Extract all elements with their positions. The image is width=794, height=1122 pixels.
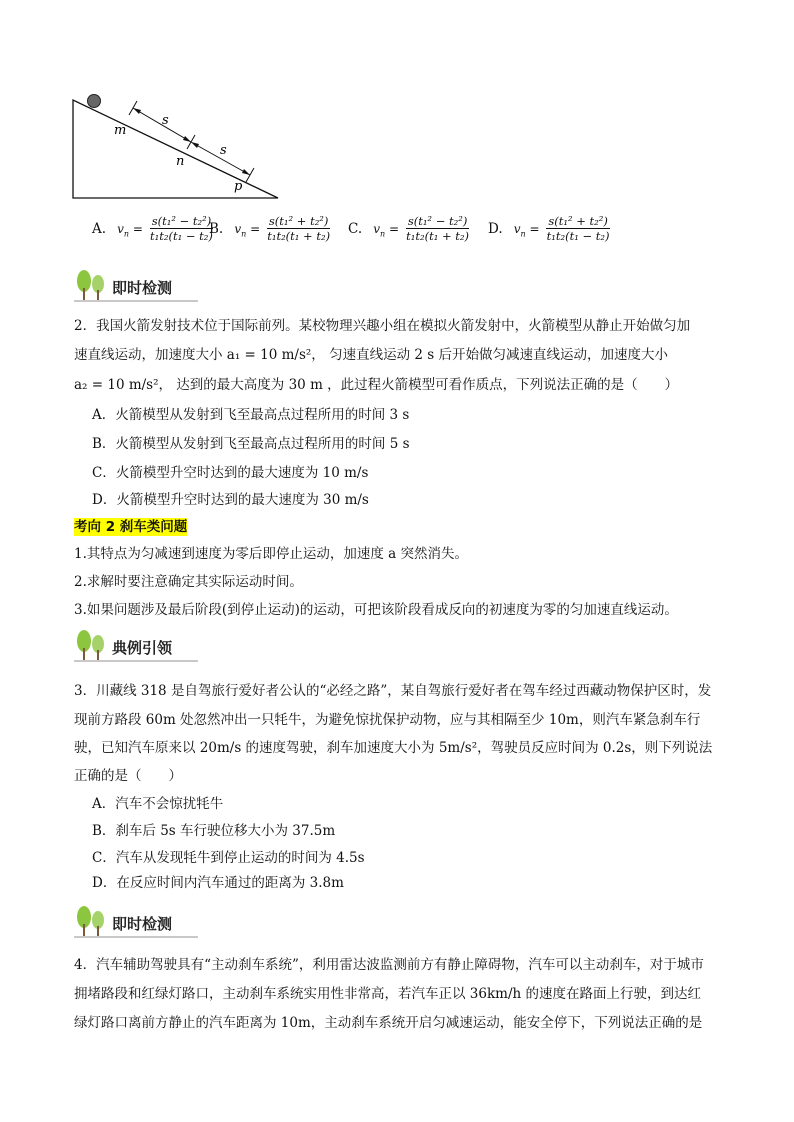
- velocity-symbol: $v_n$ =: [234, 222, 261, 239]
- velocity-symbol: $v_n$ =: [513, 222, 540, 239]
- q2-option-a[interactable]: A．火箭模型从发射到飞至最高点过程所用的时间 3 s: [92, 407, 410, 423]
- label-m: m: [114, 123, 127, 138]
- q4-line-2: 拥堵路段和红绿灯路口，主动刹车系统实用性非常高，若汽车正以 36km/h 的速度在路面上行驶，到达红: [74, 986, 701, 1002]
- q2-option-c[interactable]: C．火箭模型升空时达到的最大速度为 10 m/s: [92, 465, 369, 481]
- q4-line-3: 绿灯路口离前方静止的汽车距离为 10m，主动刹车系统开启匀减速运动，能安全停下，下列说法正确的是: [74, 1015, 703, 1031]
- topic-heading: 考向 2 刹车类问题: [74, 519, 188, 535]
- tree-icon: [74, 628, 108, 662]
- option-letter: A.: [92, 221, 107, 237]
- q2-option-d[interactable]: D．火箭模型升空时达到的最大速度为 30 m/s: [92, 492, 369, 508]
- option-letter: D.: [488, 221, 503, 237]
- tree-icon: [74, 268, 108, 302]
- q3-option-a[interactable]: A．汽车不会惊扰牦牛: [92, 796, 224, 812]
- q1-option-b[interactable]: [209, 214, 332, 243]
- banner-label: 即时检测: [112, 915, 173, 933]
- q4-line-1: 4．汽车辅助驾驶具有“主动刹车系统”，利用雷达波监测前方有静止障碍物，汽车可以主动刹车，对于城市: [74, 957, 704, 973]
- label-s1: s: [162, 113, 169, 128]
- section-banner-check-2: [74, 904, 198, 940]
- q1-option-c[interactable]: [348, 214, 471, 243]
- banner-underline: [74, 660, 198, 662]
- topic-point-1: 1.其特点为匀减速到速度为零后即停止运动，加速度 a 突然消失。: [74, 546, 469, 562]
- q2-option-b[interactable]: B．火箭模型从发射到飞至最高点过程所用的时间 5 s: [92, 436, 410, 452]
- label-n: n: [176, 154, 185, 169]
- section-banner-example: [74, 628, 198, 664]
- topic-point-3: 3.如果问题涉及最后阶段(到停止运动)的运动，可把该阶段看成反向的初速度为零的匀加速直线运动。: [74, 602, 678, 618]
- velocity-symbol: $v_n$ =: [373, 222, 400, 239]
- q3-option-b[interactable]: B．刹车后 5s 车行驶位移大小为 37.5m: [92, 823, 336, 839]
- section-banner-check-1: [74, 268, 198, 304]
- option-fraction: $\frac{\text{s(t₁² − t₂²)}}{\text{t₁t₂(t₁ − t₂)}}$: [150, 214, 213, 243]
- banner-underline: [74, 936, 198, 938]
- tree-icon: [74, 904, 108, 938]
- incline-triangle: [73, 100, 278, 198]
- option-letter: C.: [348, 221, 363, 237]
- velocity-symbol: $v_n$ =: [117, 222, 143, 239]
- option-fraction: $\frac{\text{s(t₁² − t₂²)}}{\text{t₁t₂(t₁ + t₂)}}$: [406, 214, 469, 243]
- q3-line-4: 正确的是（ ）: [74, 768, 182, 784]
- banner-label: 典例引领: [112, 639, 173, 657]
- label-p: p: [234, 179, 243, 194]
- q3-line-3: 驶，已知汽车原来以 20m/s 的速度驾驶，刹车加速度大小为 5m/s²，驾驶员反应时间为 0.2s，则下列说法: [74, 740, 713, 756]
- incline-figure: [66, 88, 286, 204]
- label-s2: s: [220, 143, 227, 158]
- q2-line-2: 速直线运动，加速度大小 a₁ = 10 m/s²， 匀速直线运动 2 s 后开始做匀减速直线运动，加速度大小: [74, 347, 668, 363]
- q3-option-c[interactable]: C．汽车从发现牦牛到停止运动的时间为 4.5s: [92, 850, 365, 866]
- option-fraction: $\frac{\text{s(t₁² + t₂²)}}{\text{t₁t₂(t₁ − t₂)}}$: [546, 214, 610, 243]
- q1-option-a[interactable]: [92, 214, 215, 243]
- q3-line-1: 3．川藏线 318 是自驾旅行爱好者公认的“必经之路”，某自驾旅行爱好者在驾车经过西藏动物保护区时，发: [74, 683, 712, 699]
- q1-option-d[interactable]: [488, 214, 612, 243]
- q1-options: [92, 214, 732, 254]
- ball: [88, 95, 101, 108]
- topic-point-2: 2.求解时要注意确定其实际运动时间。: [74, 574, 303, 590]
- banner-label: 即时检测: [112, 279, 173, 297]
- q3-line-2: 现前方路段 60m 处忽然冲出一只牦牛，为避免惊扰保护动物，应与其相隔至少 10m，则汽车紧急刹车行: [74, 712, 701, 728]
- q2-line-3: a₂ = 10 m/s²， 达到的最大高度为 30 m ，此过程火箭模型可看作质点，下列说法正确的是（ ）: [74, 377, 679, 393]
- q3-option-d[interactable]: D．在反应时间内汽车通过的距离为 3.8m: [92, 875, 344, 891]
- banner-underline: [74, 300, 198, 302]
- option-letter: B.: [209, 221, 224, 237]
- q2-line-1: 2．我国火箭发射技术位于国际前列。某校物理兴趣小组在模拟火箭发射中，火箭模型从静止开始做匀加: [74, 318, 691, 334]
- option-fraction: $\frac{\text{s(t₁² + t₂²)}}{\text{t₁t₂(t₁ + t₂)}}$: [267, 214, 331, 243]
